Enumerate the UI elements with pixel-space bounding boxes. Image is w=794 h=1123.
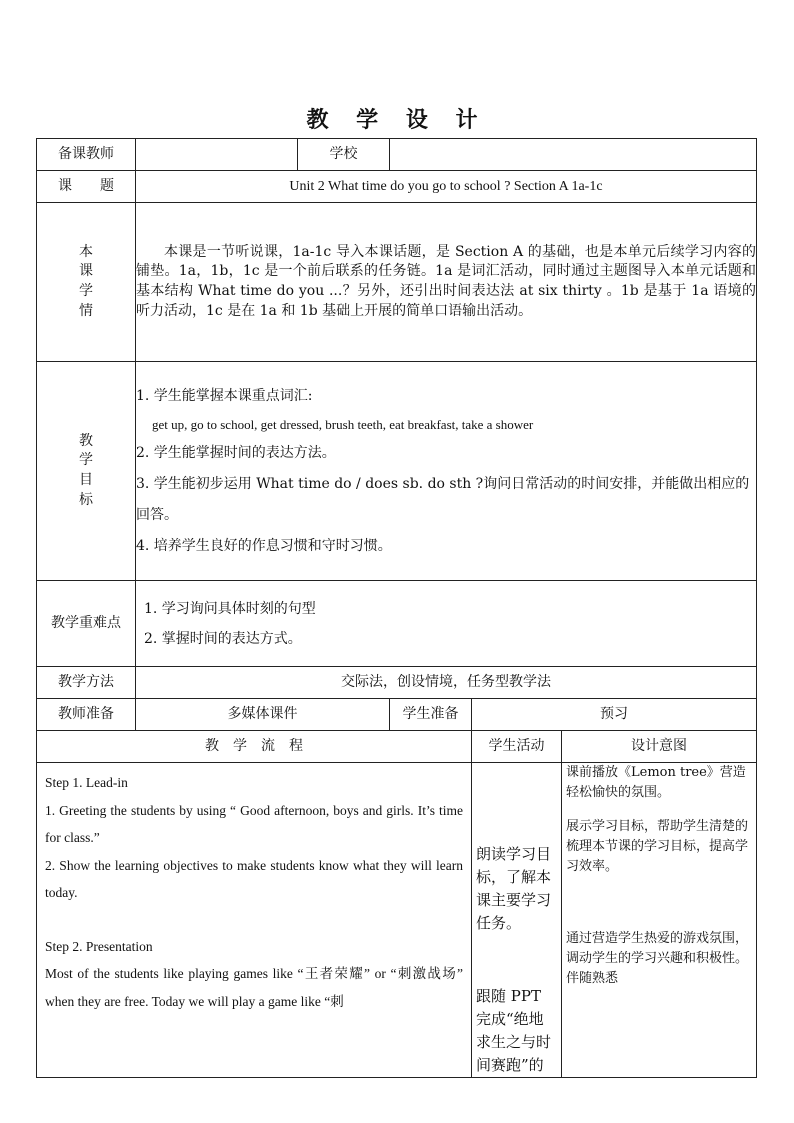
difficulty-item: 2. 掌握时间的表达方式。: [144, 630, 302, 647]
flow-gap: [45, 907, 463, 933]
row-difficulty: [37, 581, 757, 667]
lesson-plan-table: [36, 138, 757, 1078]
analysis-label-char: 学: [79, 283, 93, 299]
flow-step-title: Step 1. Lead-in: [45, 775, 128, 790]
school-label: 学校: [298, 139, 390, 171]
teacher-prep-label: 教师准备: [37, 699, 136, 731]
method-label: 教学方法: [37, 667, 136, 699]
difficulty-label: 教学重难点: [37, 581, 136, 667]
goals-label-char: 标: [79, 491, 93, 508]
analysis-label-char: 本: [79, 243, 93, 260]
topic-label: 课 题: [37, 171, 136, 203]
flow-intent-header: 设计意图: [562, 731, 757, 763]
goal-item: 4. 培养学生良好的作息习惯和守时习惯。: [136, 537, 392, 554]
goals-label-char: 目: [79, 472, 93, 488]
row-flow-content: [37, 763, 757, 1078]
design-intent: 课前播放《Lemon tree》营造轻松愉快的氛围。: [566, 765, 746, 800]
difficulty-item: 1. 学习询问具体时刻的句型: [144, 600, 316, 617]
flow-student-header: 学生活动: [472, 731, 562, 763]
method-value: 交际法，创设情境，任务型教学法: [136, 667, 757, 699]
student-activity: 朗读学习目标，了解本课主要学习任务。: [476, 845, 552, 932]
flow-line: Most of the students like playing games like “王者荣耀” or “刺激战场” when they are free. Today we will play a game like “刺: [45, 966, 463, 1009]
flow-student-content: [472, 763, 562, 1078]
row-prep: [37, 699, 757, 731]
goal-item: 2. 学生能掌握时间的表达方法。: [136, 444, 336, 461]
goals-label-char: 学: [79, 452, 93, 469]
analysis-label-char: 情: [79, 302, 93, 319]
student-prep-value: 预习: [472, 699, 757, 731]
goals-content: [136, 362, 757, 581]
flow-intent-content: [562, 763, 757, 1078]
goals-label: [37, 362, 136, 581]
row-flow-header: [37, 731, 757, 763]
school-value: [390, 139, 757, 171]
goal-vocabulary: get up, go to school, get dressed, brush teeth, eat breakfast, take a shower: [152, 416, 534, 432]
row-topic: [37, 171, 757, 203]
analysis-label: [37, 203, 136, 362]
flow-process-header: 教 学 流 程: [37, 731, 472, 763]
design-intent: 展示学习目标，帮助学生清楚的梳理本节课的学习目标，提高学习效率。: [566, 819, 749, 874]
teacher-value: [136, 139, 298, 171]
student-prep-label: 学生准备: [390, 699, 472, 731]
flow-line: 1. Greeting the students by using “ Good afternoon, boys and girls. It’s time for class.”: [45, 802, 463, 845]
teacher-label: 备课教师: [37, 139, 136, 171]
flow-step-title: Step 2. Presentation: [45, 938, 153, 954]
flow-process-content: [37, 763, 472, 1078]
goal-item: 1. 学生能掌握本课重点词汇:: [136, 387, 313, 404]
topic-value: Unit 2 What time do you go to school ? Section A 1a-1c: [136, 171, 757, 203]
row-goals: [37, 362, 757, 581]
row-analysis: [37, 203, 757, 362]
difficulty-content: [136, 581, 757, 667]
teacher-prep-value: 多媒体课件: [136, 699, 390, 731]
row-teacher: [37, 139, 757, 171]
goal-item: 3. 学生能初步运用 What time do / does sb. do sth ?询问日常活动的时间安排，并能做出相应的回答。: [136, 475, 750, 523]
design-intent: 通过营造学生热爱的游戏氛围，调动学生的学习兴趣和积极性。伴随熟悉: [566, 931, 749, 986]
analysis-label-char: 课: [79, 263, 93, 280]
flow-line: 2. Show the learning objectives to make students know what they will learn today.: [45, 857, 463, 900]
analysis-text: 本课是一节听说课，1a-1c 导入本课话题，是 Section A 的基础，也是本单元后续学习内容的铺垫。1a，1b，1c 是一个前后联系的任务链。1a 是词汇活动，同时通过主题图导入本单元话题和基本结构 What time do you ...？另外，还引出时间表达法 at six thirty 。1b 是基于 1a 语境的听力活动，1c 是在 1a 和 1b 基础上开展的简单口语输出活动。: [136, 203, 757, 362]
page-title: 教 学 设 计: [306, 107, 488, 133]
student-activity: 跟随 PPT 完成“绝地求生之与时间赛跑”的: [476, 987, 552, 1074]
row-method: [37, 667, 757, 699]
goals-label-char: 教: [79, 432, 93, 449]
